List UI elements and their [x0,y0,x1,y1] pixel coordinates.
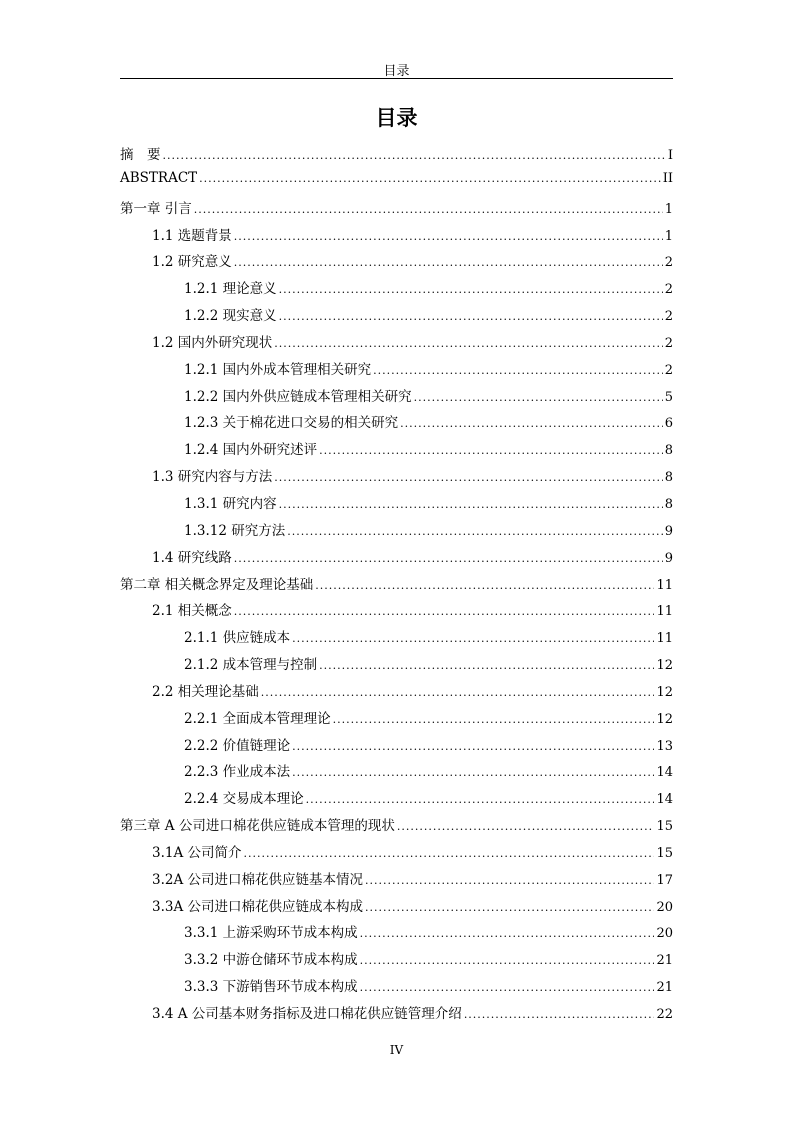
toc-entry-page: 9 [664,523,673,539]
toc-leader-dots [274,337,662,350]
toc-entry-page: 14 [656,792,673,808]
toc-entry[interactable] [120,250,673,277]
toc-entry-label: 2.2.2 价值链理论 [184,737,291,754]
toc-entry-label: 2.1 相关概念 [152,603,232,620]
toc-entry-label: 1.2.1 国内外成本管理相关研究 [184,361,372,378]
toc-leader-dots [315,579,654,592]
toc-leader-dots [244,847,655,860]
toc-leader-dots [261,686,655,699]
toc-leader-dots [287,525,662,538]
toc-leader-dots [397,820,655,833]
toc-entry-label: 1.4 研究线路 [152,549,232,566]
toc-entry-label: 3.3.3 下游销售环节成本构成 [184,979,358,996]
toc-leader-dots [360,981,655,994]
toc-leader-dots [360,927,655,940]
toc-entry-page: 12 [656,711,673,727]
toc-leader-dots [333,713,655,726]
toc-entry-page: 8 [664,443,673,459]
toc-entry[interactable] [120,868,673,895]
toc-entry-label: 3.3.1 上游采购环节成本构成 [184,925,358,942]
toc-entry[interactable] [120,170,673,197]
table-of-contents [120,143,673,1029]
toc-entry[interactable] [120,519,673,546]
toc-entry-label: 3.4 A 公司基本财务指标及进口棉花供应链管理介绍 [152,1006,462,1022]
toc-entry-label: 3.3.2 中游仓储环节成本构成 [184,952,358,969]
toc-leader-dots [163,149,666,162]
toc-entry[interactable] [120,411,673,438]
toc-entry-page: 21 [656,980,673,996]
toc-entry[interactable] [120,599,673,626]
toc-entry-page: 1 [664,201,673,217]
toc-entry[interactable] [120,385,673,412]
toc-entry-label: 2.2 相关理论基础 [152,683,259,700]
toc-entry[interactable] [120,143,673,170]
toc-entry-label: 1.2 国内外研究现状 [152,334,273,351]
toc-entry-label: 1.2 研究意义 [152,254,232,271]
toc-entry-label: 第二章 相关概念界定及理论基础 [120,576,314,593]
toc-leader-dots [365,901,654,914]
header-rule [120,78,673,79]
toc-entry-label: 3.1A 公司简介 [152,844,242,861]
toc-entry[interactable] [120,546,673,573]
toc-entry-label: 摘 要 [120,147,161,163]
toc-entry[interactable] [120,921,673,948]
toc-leader-dots [279,310,663,323]
toc-entry[interactable] [120,197,673,224]
toc-entry-page: 8 [664,496,673,512]
running-header: 目录 [383,64,410,79]
toc-entry-label: 1.1 选题背景 [152,227,232,244]
toc-leader-dots [400,417,663,430]
toc-entry-label: 1.3.12 研究方法 [184,522,286,539]
toc-leader-dots [319,444,663,457]
toc-entry-page: 2 [664,362,673,378]
toc-entry[interactable] [120,787,673,814]
toc-leader-dots [279,283,663,296]
toc-entry[interactable] [120,653,673,680]
toc-leader-dots [234,230,663,243]
toc-entry-page: 17 [656,872,673,888]
toc-leader-dots [319,659,654,672]
toc-entry[interactable] [120,948,673,975]
toc-entry[interactable] [120,438,673,465]
toc-leader-dots [199,172,661,185]
toc-entry[interactable] [120,358,673,385]
toc-leader-dots [234,605,655,618]
toc-entry-page: 11 [656,631,673,647]
toc-entry-page: 9 [664,550,673,566]
toc-leader-dots [234,256,663,269]
toc-entry-label: 1.3.1 研究内容 [184,495,277,512]
toc-entry-page: 6 [664,416,673,432]
toc-leader-dots [274,471,662,484]
toc-entry[interactable] [120,680,673,707]
toc-leader-dots [292,766,654,779]
toc-entry-page: 2 [664,282,673,298]
toc-entry-page: 2 [664,335,673,351]
toc-leader-dots [279,498,663,511]
page-number: IV [389,1043,404,1057]
toc-entry-label: 2.1.1 供应链成本 [184,630,291,647]
toc-entry-page: I [667,148,673,163]
toc-entry-label: 2.2.4 交易成本理论 [184,791,304,808]
toc-entry-page: II [662,170,673,186]
toc-leader-dots [360,954,655,967]
toc-leader-dots [292,740,654,753]
toc-entry[interactable] [120,895,673,922]
toc-leader-dots [464,1008,655,1021]
toc-entry-page: 2 [664,255,673,271]
toc-entry[interactable] [120,465,673,492]
toc-entry-label: 1.2.4 国内外研究述评 [184,442,318,459]
toc-entry-page: 12 [656,658,673,674]
toc-entry-label: 2.1.2 成本管理与控制 [184,657,318,674]
toc-entry-label: 第一章 引言 [120,200,192,217]
toc-entry[interactable] [120,492,673,519]
toc-entry-page: 20 [656,926,673,942]
toc-entry[interactable] [120,734,673,761]
toc-entry-page: 8 [664,470,673,486]
toc-entry-label: 3.2A 公司进口棉花供应链基本情况 [152,871,364,888]
toc-entry[interactable] [120,760,673,787]
toc-leader-dots [373,364,663,377]
toc-entry-label: 1.2.2 国内外供应链成本管理相关研究 [184,388,412,405]
toc-entry-label: 第三章 A 公司进口棉花供应链成本管理的现状 [120,818,395,835]
toc-entry-label: 1.2.1 理论意义 [184,281,277,298]
toc-entry-label: 2.2.3 作业成本法 [184,764,291,781]
toc-entry-label: 3.3A 公司进口棉花供应链成本构成 [152,898,364,915]
toc-entry-page: 5 [664,389,673,405]
toc-leader-dots [414,391,663,404]
toc-entry[interactable] [120,573,673,600]
toc-entry-page: 15 [656,845,673,861]
toc-entry-label: 1.2.2 现实意义 [184,308,277,325]
toc-entry-label: 1.3 研究内容与方法 [152,469,273,486]
toc-leader-dots [194,203,663,216]
toc-entry-page: 14 [656,765,673,781]
toc-entry[interactable] [120,707,673,734]
toc-entry-page: 11 [656,604,673,620]
toc-entry[interactable] [120,331,673,358]
toc-entry[interactable] [120,224,673,251]
toc-entry[interactable] [120,814,673,841]
toc-leader-dots [292,632,654,645]
toc-entry-page: 2 [664,309,673,325]
toc-entry-label: 2.2.1 全面成本管理理论 [184,710,331,727]
toc-entry-label: 1.2.3 关于棉花进口交易的相关研究 [184,415,399,432]
toc-leader-dots [306,793,655,806]
toc-entry[interactable] [120,277,673,304]
toc-entry-page: 15 [656,819,673,835]
toc-entry-page: 13 [656,738,673,754]
toc-title: 目录 [375,106,418,130]
toc-entry[interactable] [120,1002,673,1029]
toc-leader-dots [365,874,654,887]
toc-entry[interactable] [120,975,673,1002]
toc-entry-page: 11 [656,577,673,593]
toc-leader-dots [234,552,663,565]
toc-entry[interactable] [120,304,673,331]
toc-entry-label: ABSTRACT [120,169,198,186]
toc-entry-page: 12 [656,684,673,700]
toc-entry[interactable] [120,841,673,868]
toc-entry[interactable] [120,626,673,653]
toc-entry-page: 22 [656,1007,673,1022]
toc-entry-page: 20 [656,899,673,915]
toc-entry-page: 1 [664,228,673,244]
toc-entry-page: 21 [656,953,673,969]
